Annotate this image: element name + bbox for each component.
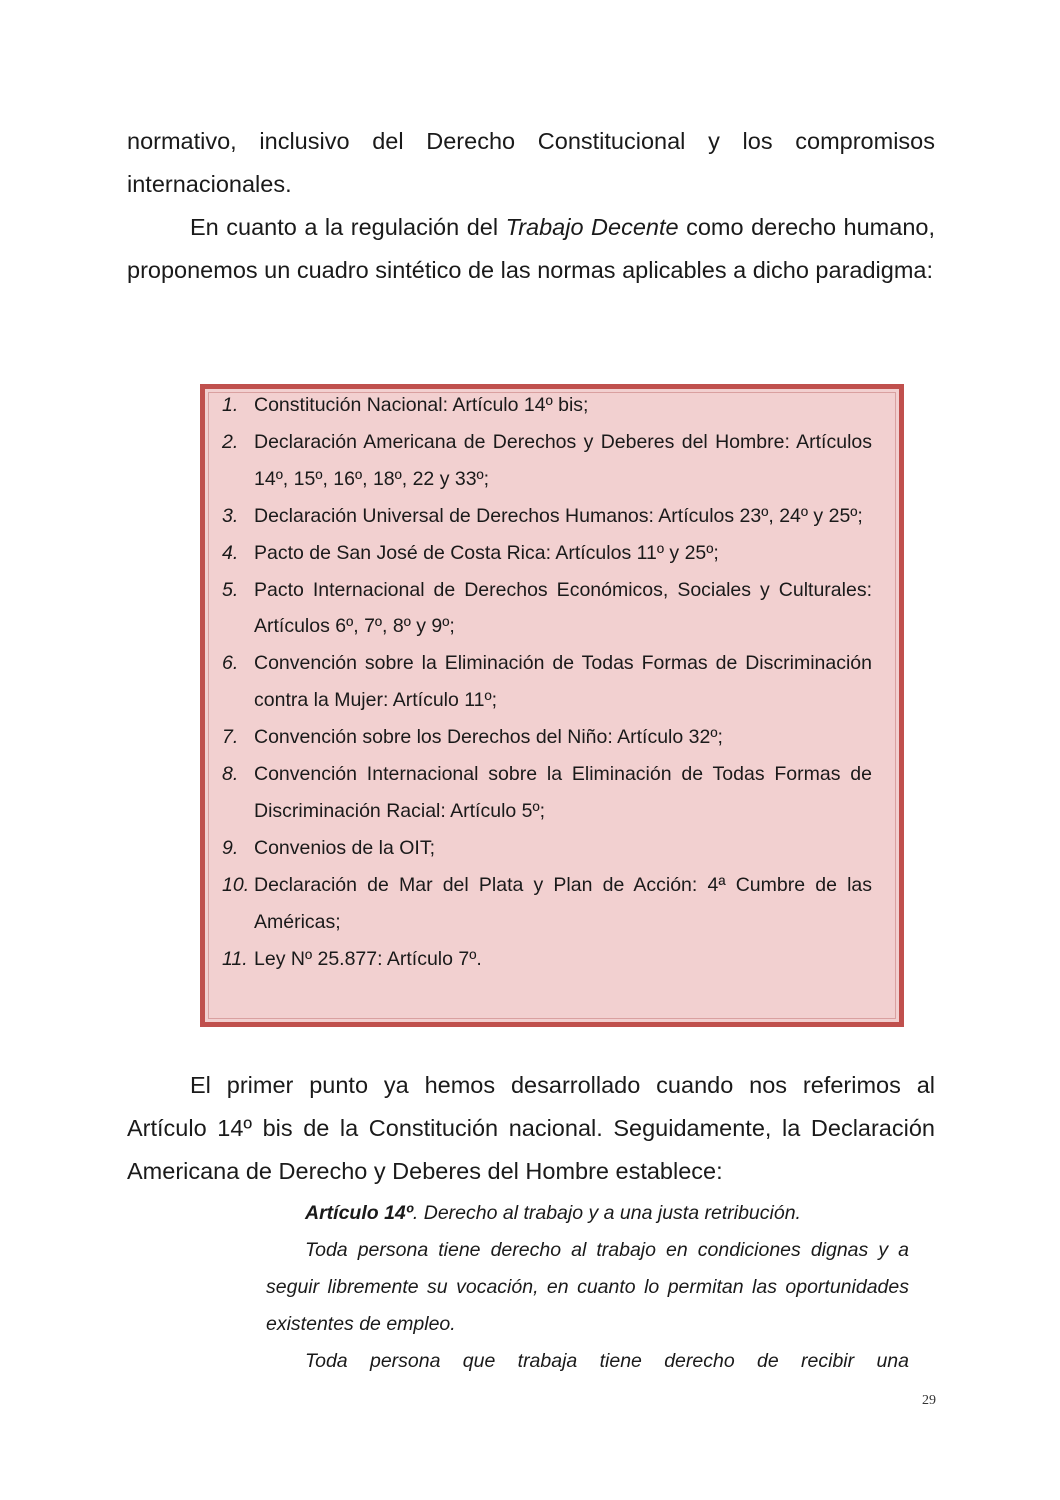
paragraph-decent-work-start: En cuanto a la regulación del bbox=[190, 214, 506, 240]
norm-item bbox=[222, 719, 872, 756]
page-number: 29 bbox=[922, 1393, 936, 1408]
norm-item bbox=[222, 756, 872, 830]
norm-number: 2. bbox=[222, 430, 239, 453]
norm-item bbox=[222, 941, 872, 978]
norm-number: 10. bbox=[222, 873, 250, 896]
norm-number: 8. bbox=[222, 763, 239, 786]
norm-number: 9. bbox=[222, 836, 239, 859]
norm-text: Convención Internacional sobre la Eliminación de Todas Formas de Discriminación Racial: Artículo 5º; bbox=[254, 763, 872, 822]
norm-number: 1. bbox=[222, 394, 239, 416]
norm-item bbox=[222, 645, 872, 719]
norms-list bbox=[222, 387, 872, 978]
paragraph-first-point: El primer punto ya hemos desarrollado cuando nos referimos al Artículo 14º bis de la Constitución nacional. Seguidamente, la Declaración Americana de Derecho y Deberes del Hombre establece: bbox=[127, 1072, 935, 1184]
norm-item bbox=[222, 387, 872, 424]
norm-number: 4. bbox=[222, 541, 239, 564]
norm-text: Declaración de Mar del Plata y Plan de Acción: 4ª Cumbre de las Américas; bbox=[254, 873, 872, 933]
quote-article-title: Artículo 14º bbox=[305, 1202, 413, 1224]
norm-item bbox=[222, 498, 872, 535]
norm-text: Convención sobre la Eliminación de Todas Formas de Discriminación contra la Mujer: Artículo 11º; bbox=[254, 652, 872, 712]
norm-text: Convención sobre los Derechos del Niño: Artículo 32º; bbox=[254, 726, 723, 749]
quote-article-subtitle: . Derecho al trabajo y a una justa retribución. bbox=[412, 1202, 801, 1224]
norm-text: Constitución Nacional: Artículo 14º bis; bbox=[254, 394, 589, 416]
quote-paragraph-2: Toda persona que trabaja tiene derecho de recibir una bbox=[305, 1350, 909, 1372]
paragraph-decent-work-end: como derecho humano, proponemos un cuadro sintético de las normas aplicables a dicho paradigma: bbox=[127, 214, 935, 283]
quote-paragraph-1: Toda persona tiene derecho al trabajo en condiciones dignas y a seguir libremente su vocación, en cuanto lo permitan las oportunidades existentes de empleo. bbox=[266, 1239, 909, 1335]
norm-item bbox=[222, 424, 872, 498]
norm-item bbox=[222, 535, 872, 572]
norm-text: Declaración Americana de Derechos y Deberes del Hombre: Artículos 14º, 15º, 16º, 18º, 22 y 33º; bbox=[254, 430, 872, 490]
norm-number: 7. bbox=[222, 726, 239, 749]
decent-work-term: Trabajo Decente bbox=[505, 214, 679, 240]
norm-number: 6. bbox=[222, 652, 239, 675]
norm-item bbox=[222, 572, 872, 646]
norm-item bbox=[222, 867, 872, 941]
norm-number: 5. bbox=[222, 578, 239, 601]
norm-item bbox=[222, 830, 872, 867]
norm-text: Declaración Universal de Derechos Humanos: Artículos 23º, 24º y 25º; bbox=[254, 504, 863, 527]
norm-text: Ley Nº 25.877: Artículo 7º. bbox=[254, 947, 482, 970]
norm-number: 3. bbox=[222, 504, 239, 527]
quote-article-heading bbox=[266, 1195, 909, 1232]
paragraph-intro-continuation: normativo, inclusivo del Derecho Constitucional y los compromisos internacionales. bbox=[127, 128, 935, 197]
norm-text: Pacto de San José de Costa Rica: Artículos 11º y 25º; bbox=[254, 541, 719, 564]
norm-text: Convenios de la OIT; bbox=[254, 836, 436, 859]
norm-number: 11. bbox=[222, 947, 248, 970]
norm-text: Pacto Internacional de Derechos Económicos, Sociales y Culturales: Artículos 6º, 7º, 8º y 9º; bbox=[254, 578, 872, 638]
paragraph-decent-work bbox=[127, 206, 935, 292]
